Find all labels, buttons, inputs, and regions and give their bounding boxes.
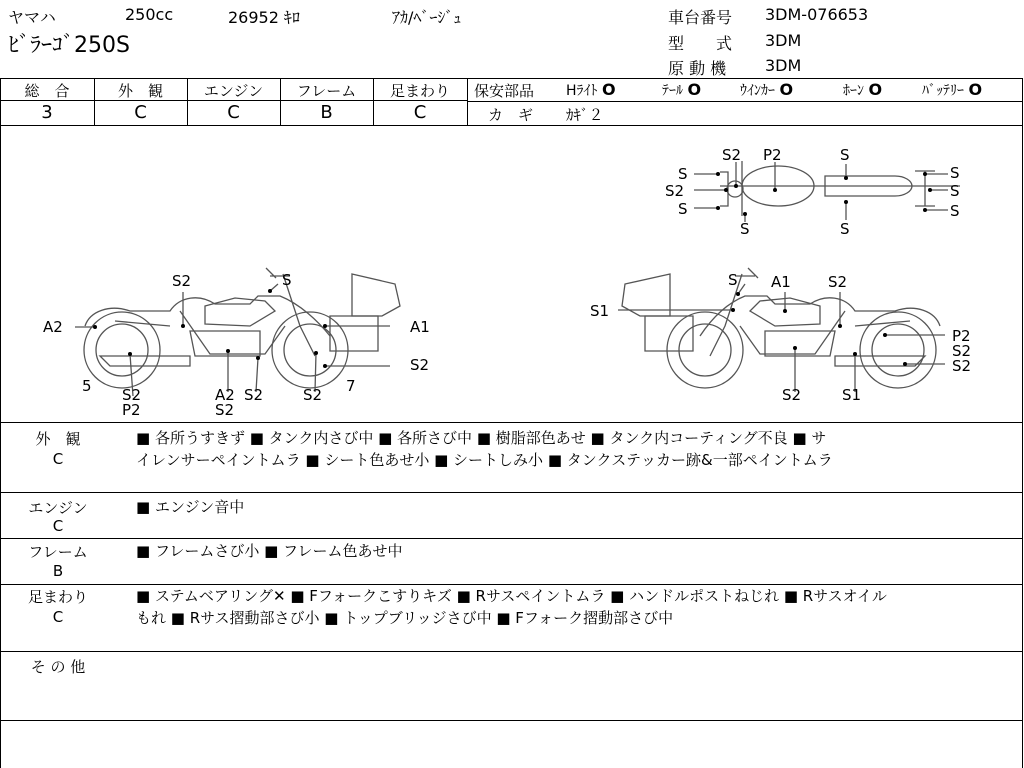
- grades-col-divider: [467, 78, 468, 125]
- remark-grade-engine: C: [52, 517, 64, 535]
- damage-label: S2: [303, 386, 323, 404]
- safety-item-headlight: Hﾗｲﾄ O: [566, 80, 616, 99]
- grade-header-suspension: 足まわり: [389, 82, 450, 100]
- model-name: ﾋﾞﾗｰｺﾞ250S: [8, 33, 130, 58]
- key-label: カ ギ: [488, 106, 534, 124]
- grade-header-overall: 総 合: [24, 82, 70, 100]
- damage-label: S: [950, 164, 960, 182]
- type-value: 3DM: [765, 31, 802, 50]
- damage-label: S: [840, 146, 850, 164]
- grades-top-rule: [0, 78, 1023, 79]
- remark-label-other: そ の 他: [30, 658, 86, 676]
- damage-label: P2: [952, 327, 971, 345]
- remark-text-engine: ■ エンジン音中: [136, 498, 245, 516]
- damage-label: S: [950, 202, 960, 220]
- grade-engine: C: [227, 102, 240, 123]
- damage-label: A1: [410, 318, 430, 336]
- type-label: 型 式: [668, 34, 733, 53]
- remark-label-exterior: 外 観: [35, 430, 81, 448]
- color: ｱｶ/ﾍﾞｰｼﾞｭ: [392, 8, 462, 27]
- remark-label-frame: フレーム: [28, 543, 88, 561]
- damage-diagram: [0, 126, 1023, 422]
- grade-frame: B: [320, 102, 333, 123]
- damage-label: A2: [43, 318, 63, 336]
- grade-overall: 3: [41, 102, 53, 123]
- damage-label: S2: [122, 386, 142, 404]
- remark-label-engine: エンジン: [28, 499, 88, 517]
- safety-item-winker: ｳｲﾝｶｰ O: [740, 80, 794, 99]
- damage-label: S: [740, 220, 750, 238]
- grade-exterior: C: [134, 102, 147, 123]
- mileage: 26952 ｷﾛ: [228, 8, 300, 27]
- bike-top-view-drawing: [720, 161, 960, 216]
- remarks-rule: [0, 651, 1023, 652]
- damage-label: P2: [763, 146, 782, 164]
- remark-text-suspension-line2: もれ ■ Rサス摺動部さび小 ■ トップブリッジさび中 ■ Fフォーク摺動部さび中: [136, 609, 674, 627]
- safety-item-battery: ﾊﾞｯﾃﾘｰ O: [922, 80, 983, 99]
- safety-item-tail: ﾃｰﾙ O: [662, 80, 702, 99]
- remark-grade-exterior: C: [52, 450, 64, 468]
- damage-label: 5: [82, 377, 92, 395]
- damage-label: 7: [346, 377, 356, 395]
- engine-value: 3DM: [765, 56, 802, 75]
- maker: ヤマハ: [8, 8, 56, 27]
- remark-text-frame: ■ フレームさび小 ■ フレーム色あせ中: [136, 542, 403, 560]
- damage-label: S2: [722, 146, 742, 164]
- grade-header-exterior: 外 観: [117, 82, 163, 100]
- remark-label-suspension: 足まわり: [27, 588, 88, 606]
- damage-label: S: [950, 182, 960, 200]
- frame-no-label: 車台番号: [668, 8, 733, 27]
- remarks-rule: [0, 720, 1023, 721]
- displacement: 250cc: [125, 5, 174, 24]
- damage-label: S1: [590, 302, 610, 320]
- remark-text-exterior-line1: ■ 各所うすきず ■ タンク内さび中 ■ 各所さび中 ■ 樹脂部色あせ ■ タンク内コーティング不良 ■ サ: [136, 429, 827, 447]
- grade-header-engine: エンジン: [203, 82, 264, 100]
- damage-label: S: [282, 271, 292, 289]
- grade-header-frame: フレーム: [296, 82, 357, 100]
- damage-label: S2: [782, 386, 802, 404]
- damage-label: S: [728, 271, 738, 289]
- damage-label: S: [840, 220, 850, 238]
- damage-label: S2: [828, 273, 848, 291]
- safety-item-horn: ﾎｰﾝ O: [843, 80, 883, 99]
- diagram-bottom-rule: [0, 422, 1023, 423]
- safety-row-rule: [467, 101, 1023, 102]
- damage-label: S2: [215, 401, 235, 419]
- remark-text-suspension-line1: ■ ステムベアリング✕ ■ Fフォークこすりキズ ■ Rサスペイントムラ ■ ハンドルポストねじれ ■ Rサスオイル: [136, 587, 887, 605]
- frame-no: 3DM-076653: [765, 5, 869, 24]
- damage-label: S2: [952, 357, 972, 375]
- damage-label: P2: [122, 401, 141, 419]
- safety-label: 保安部品: [474, 82, 535, 100]
- remark-grade-suspension: C: [52, 608, 64, 626]
- damage-label: S: [678, 200, 688, 218]
- damage-label: S2: [172, 272, 192, 290]
- damage-label: S: [678, 165, 688, 183]
- damage-label: S2: [410, 356, 430, 374]
- damage-label: S1: [842, 386, 862, 404]
- damage-label: A2: [215, 386, 235, 404]
- key-value: ｶｷﾞ２: [566, 106, 604, 124]
- damage-label: S2: [952, 342, 972, 360]
- damage-label: S2: [244, 386, 264, 404]
- damage-label: S2: [665, 182, 685, 200]
- remarks-rule: [0, 492, 1023, 493]
- remark-text-exterior-line2: イレンサーペイントムラ ■ シート色あせ小 ■ シートしみ小 ■ タンクステッカー跡&一部ペイントムラ: [136, 451, 833, 469]
- remark-grade-frame: B: [52, 562, 64, 580]
- engine-label: 原 動 機: [668, 59, 727, 78]
- grade-suspension: C: [413, 102, 427, 123]
- remarks-rule: [0, 538, 1023, 539]
- leader-lines: [75, 162, 948, 396]
- damage-label: A1: [771, 273, 791, 291]
